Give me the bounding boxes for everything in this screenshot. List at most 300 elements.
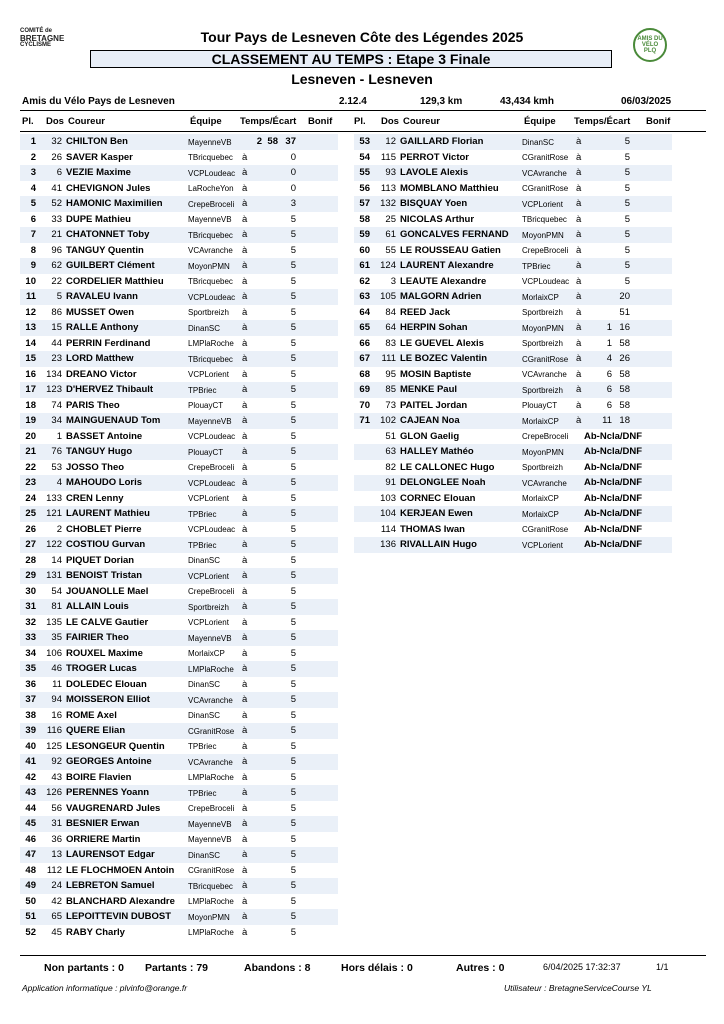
rider-name: BASSET Antoine (66, 430, 143, 442)
status-label: Ab-Ncla/DNF (584, 492, 643, 504)
print-timestamp: 6/04/2025 17:32:37 (543, 962, 621, 972)
team-name: VCPLoudeac (188, 525, 236, 534)
bib-number: 115 (380, 151, 396, 163)
table-row (20, 305, 338, 321)
team-name: VCPLoudeac (522, 277, 570, 286)
rider-name: PERENNES Yoann (66, 787, 150, 798)
time-prefix: à (242, 709, 248, 721)
team-name: MoyonPMN (188, 261, 230, 271)
time-prefix: à (242, 771, 248, 783)
rider-name: BESNIER Erwan (66, 818, 140, 829)
rider-name: PERRIN Ferdinand (66, 337, 151, 349)
rank: 18 (25, 399, 36, 411)
rider-name: ORRIERE Martin (66, 833, 141, 845)
rank: 8 (30, 244, 36, 256)
time-prefix: à (242, 601, 248, 612)
table-row (20, 258, 338, 274)
team-name: TPBriec (188, 509, 217, 519)
route-title: Lesneven - Lesneven (291, 71, 433, 87)
time-prefix: à (242, 926, 248, 938)
rider-name: BLANCHARD Alexandre (66, 895, 175, 907)
table-row (20, 832, 338, 848)
col-header-team: Équipe (190, 116, 222, 127)
table-row (20, 522, 338, 538)
time-seconds: 5 (624, 260, 630, 271)
rider-name: LESONGEUR Quentin (66, 740, 165, 752)
rider-name: MAINGUENAUD Tom (66, 415, 161, 426)
table-row (354, 258, 672, 274)
table-row (20, 460, 338, 476)
table-row (354, 367, 672, 383)
team-name: TBricquebec (188, 230, 233, 240)
bib-number: 121 (46, 508, 62, 519)
time-prefix: à (242, 353, 248, 364)
table-row (20, 444, 338, 460)
rider-name: VEZIE Maxime (66, 167, 131, 178)
time-seconds: 5 (290, 818, 296, 829)
race-distance: 129,3 km (420, 96, 463, 107)
dnf-row (354, 522, 672, 538)
rank: 67 (359, 353, 370, 364)
time-seconds: 5 (290, 694, 296, 705)
rank: 4 (30, 182, 36, 194)
bib-number: 96 (51, 244, 62, 256)
team-name: LMPlaRoche (188, 928, 234, 937)
rank: 47 (25, 849, 36, 860)
team-name: CGranitRose (522, 184, 569, 193)
table-row (20, 289, 338, 305)
table-row (20, 165, 338, 181)
team-name: VCPLoudeac (188, 478, 236, 488)
time-minutes: 6 (606, 368, 612, 380)
bib-number: 126 (46, 787, 62, 798)
table-row (20, 196, 338, 212)
team-name: MoyonPMN (522, 230, 564, 240)
time-seconds: 5 (290, 508, 296, 519)
time-prefix: à (242, 477, 248, 488)
time-seconds: 5 (290, 291, 296, 302)
team-name: TPBriec (188, 540, 217, 550)
rider-name: CREN Lenny (66, 492, 124, 504)
team-name: TPBriec (522, 261, 551, 271)
time-prefix: à (242, 833, 248, 845)
table-row (20, 785, 338, 801)
time-prefix: à (242, 151, 248, 163)
rider-name: MOSIN Baptiste (400, 368, 472, 380)
rider-name: MAHOUDO Loris (66, 477, 142, 488)
table-row (354, 413, 672, 429)
time-prefix: à (242, 384, 248, 395)
rider-name: CHEVIGNON Jules (66, 182, 151, 194)
table-row (354, 320, 672, 336)
team-name: DinanSC (188, 850, 221, 860)
table-row (20, 847, 338, 863)
time-seconds: 5 (290, 647, 296, 659)
team-name: Sportbreizh (522, 463, 563, 472)
team-name: CrepeBroceli (188, 463, 235, 472)
bib-number: 103 (380, 492, 396, 504)
bib-number: 13 (51, 849, 62, 860)
rank: 41 (25, 756, 36, 767)
team-name: CrepeBroceli (188, 199, 235, 209)
time-seconds: 5 (290, 554, 296, 566)
time-prefix: à (242, 616, 248, 628)
col-header-bonif-right: Bonif (646, 116, 671, 127)
rank: 29 (25, 570, 36, 581)
team-name: VCPLoudeac (188, 168, 236, 178)
rank: 70 (359, 399, 370, 411)
time-prefix: à (242, 244, 248, 256)
col-header-rider-right: Coureur (403, 116, 440, 127)
table-row (354, 196, 672, 212)
time-seconds: 5 (290, 895, 296, 907)
rank: 44 (25, 802, 36, 814)
bib-number: 3 (390, 275, 396, 287)
bib-number: 112 (46, 864, 62, 876)
team-name: VCAvranche (188, 695, 233, 705)
time-seconds: 5 (290, 492, 296, 504)
bib-number: 12 (385, 136, 396, 147)
team-name: MayenneVB (188, 215, 232, 224)
team-name: TBricquebec (188, 881, 233, 891)
rank: 26 (25, 523, 36, 535)
bib-number: 114 (380, 523, 396, 535)
rank: 11 (25, 291, 36, 302)
table-row (20, 770, 338, 786)
time-prefix: à (242, 911, 248, 922)
logo-line-2: BRETAGNE (20, 34, 65, 43)
time-prefix: à (242, 787, 248, 798)
time-seconds: 5 (290, 306, 296, 318)
header-rule-bottom (20, 131, 706, 132)
time-seconds: 5 (624, 275, 630, 287)
time-seconds: 5 (624, 136, 630, 147)
table-row (20, 336, 338, 352)
table-row (20, 351, 338, 367)
bib-number: 111 (381, 353, 396, 364)
rider-name: LAURENSOT Edgar (66, 849, 155, 860)
rank: 50 (25, 895, 36, 907)
time-prefix: à (576, 229, 582, 240)
rider-name: PIQUET Dorian (66, 554, 135, 566)
rank: 63 (359, 291, 370, 302)
bib-number: 33 (51, 213, 62, 225)
rider-name: LE BOZEC Valentin (400, 353, 488, 364)
team-name: PlouayCT (188, 401, 224, 410)
col-header-dos-right: Dos (381, 116, 399, 127)
time-seconds: 5 (290, 461, 296, 473)
col-header-pl-right: Pl. (354, 116, 366, 127)
rider-name: LORD Matthew (66, 353, 134, 364)
time-seconds: 5 (290, 616, 296, 628)
bib-number: 76 (51, 446, 62, 457)
time-seconds: 0 (290, 151, 296, 163)
time-seconds: 5 (290, 926, 296, 938)
team-name: VCPLorient (188, 571, 229, 581)
race-date: 06/03/2025 (621, 96, 672, 107)
bib-number: 133 (46, 492, 62, 504)
rider-name: ALLAIN Louis (66, 601, 129, 612)
team-name: TBricquebec (522, 215, 567, 224)
table-row (20, 816, 338, 832)
time-prefix: à (242, 756, 248, 767)
time-seconds: 5 (290, 880, 296, 891)
rider-name: PERROT Victor (400, 151, 469, 163)
rider-name: COSTIOU Gurvan (66, 539, 146, 550)
time-seconds: 0 (290, 167, 296, 178)
table-row (20, 491, 338, 507)
rank: 69 (359, 384, 370, 395)
dnf-row (354, 444, 672, 460)
time-prefix: à (242, 229, 248, 240)
bib-number: 35 (51, 632, 62, 643)
time-prefix: à (576, 306, 582, 318)
time-prefix: à (242, 260, 248, 271)
table-row (20, 274, 338, 290)
page-title: Tour Pays de Lesneven Côte des Légendes 2025 (200, 29, 524, 45)
time-prefix: à (242, 461, 248, 473)
team-name: LMPlaRoche (188, 664, 234, 674)
time-seconds: 5 (290, 709, 296, 721)
rank: 51 (25, 911, 36, 922)
time-seconds: 5 (290, 477, 296, 488)
time-hours: 2 (256, 136, 262, 147)
bib-number: 22 (51, 275, 62, 287)
table-row (20, 413, 338, 429)
table-row (20, 661, 338, 677)
time-prefix: à (576, 260, 582, 271)
status-label: Ab-Ncla/DNF (584, 477, 643, 488)
rank: 62 (359, 275, 370, 287)
time-seconds: 5 (290, 415, 296, 426)
table-row (20, 537, 338, 553)
rider-name: LE FLOCHMOEN Antoin (66, 864, 175, 876)
time-seconds: 5 (290, 539, 296, 550)
time-prefix: à (242, 508, 248, 519)
time-minutes: 6 (606, 384, 612, 395)
time-seconds: 3 (290, 198, 296, 209)
logo-line-1: COMITÉ de (20, 28, 53, 34)
time-seconds: 5 (290, 740, 296, 752)
col-header-team-right: Équipe (524, 116, 556, 127)
table-row (20, 475, 338, 491)
time-seconds: 5 (290, 787, 296, 798)
bib-number: 53 (51, 461, 62, 473)
table-row (20, 367, 338, 383)
time-prefix: à (576, 322, 582, 333)
table-row (354, 382, 672, 398)
table-row (20, 506, 338, 522)
table-row (20, 894, 338, 910)
time-prefix: à (242, 570, 248, 581)
time-minutes: 6 (606, 399, 612, 411)
table-row (354, 181, 672, 197)
team-name: VCPLorient (522, 199, 563, 209)
logo-line-3: CYCLISME (20, 42, 52, 48)
time-prefix: à (242, 291, 248, 302)
bib-number: 122 (46, 539, 62, 550)
time-prefix: à (242, 430, 248, 442)
time-prefix: à (576, 213, 582, 225)
time-seconds: 58 (619, 399, 630, 411)
time-prefix: à (242, 415, 248, 426)
rider-name: HALLEY Mathéo (400, 446, 474, 457)
table-row (354, 398, 672, 414)
table-row (20, 692, 338, 708)
rank: 71 (359, 415, 370, 426)
team-name: VCAvranche (522, 370, 567, 379)
time-minutes: 11 (602, 415, 612, 426)
time-prefix: à (576, 136, 582, 147)
rank: 27 (25, 539, 36, 550)
bib-number: 15 (51, 322, 62, 333)
rank: 21 (25, 446, 36, 457)
team-name: LMPlaRoche (188, 339, 234, 348)
time-seconds: 5 (290, 756, 296, 767)
rank: 16 (25, 368, 36, 380)
team-name: TBricquebec (188, 277, 233, 286)
table-row (354, 165, 672, 181)
team-name: DinanSC (188, 323, 221, 333)
team-name: DinanSC (188, 680, 221, 689)
time-prefix: à (242, 167, 248, 178)
table-row (20, 320, 338, 336)
team-name: VCAvranche (522, 478, 567, 488)
rank: 35 (25, 663, 36, 674)
rider-name: BENOIST Tristan (66, 570, 143, 581)
rider-name: ROME Axel (66, 709, 117, 721)
time-seconds: 5 (290, 833, 296, 845)
rider-name: CORNEC Elouan (400, 492, 476, 504)
time-prefix: à (576, 244, 582, 256)
rider-name: LAURENT Alexandre (400, 260, 494, 271)
team-name: CrepeBroceli (188, 587, 235, 596)
bib-number: 45 (51, 926, 62, 938)
team-name: VCPLoudeac (188, 292, 236, 302)
time-prefix: à (242, 818, 248, 829)
bib-number: 54 (51, 585, 62, 597)
classification-title: CLASSEMENT AU TEMPS : Etape 3 Finale (90, 50, 612, 68)
bib-number: 74 (51, 399, 62, 411)
time-minutes: 1 (606, 337, 612, 349)
rider-name: LE CALLONEC Hugo (400, 461, 495, 473)
time-prefix: à (242, 399, 248, 411)
bib-number: 41 (51, 182, 62, 194)
time-seconds: 5 (290, 849, 296, 860)
time-prefix: à (576, 415, 582, 426)
table-row (354, 227, 672, 243)
bib-number: 63 (385, 446, 396, 457)
bib-number: 106 (46, 647, 62, 659)
time-seconds: 5 (624, 244, 630, 256)
abandons: Abandons : 8 (244, 962, 311, 974)
time-prefix: à (576, 167, 582, 178)
rider-name: CHATONNET Toby (66, 229, 150, 240)
team-name: TPBriec (188, 788, 217, 798)
time-seconds: 5 (290, 601, 296, 612)
rider-name: CHILTON Ben (66, 136, 128, 147)
team-name: MorlaixCP (522, 509, 559, 519)
bib-number: 93 (385, 167, 396, 178)
rank: 28 (25, 554, 36, 566)
rider-name: RABY Charly (66, 926, 125, 938)
time-seconds: 58 (619, 337, 630, 349)
time-prefix: à (242, 306, 248, 318)
time-seconds: 5 (290, 399, 296, 411)
time-minutes: 4 (606, 353, 612, 364)
others: Autres : 0 (456, 962, 505, 974)
starters: Partants : 79 (145, 962, 209, 974)
rank: 20 (25, 430, 36, 442)
bib-number: 44 (51, 337, 62, 349)
time-prefix: à (576, 182, 582, 194)
rank: 12 (25, 306, 36, 318)
bib-number: 2 (56, 523, 62, 535)
table-row (20, 584, 338, 600)
bib-number: 81 (51, 601, 62, 612)
bib-number: 125 (46, 740, 62, 752)
time-prefix: à (576, 275, 582, 287)
rider-name: LE CALVE Gautier (66, 616, 149, 628)
table-row (354, 305, 672, 321)
rank: 37 (25, 694, 36, 705)
status-label: Ab-Ncla/DNF (584, 430, 643, 442)
time-seconds: 5 (290, 322, 296, 333)
bib-number: 36 (51, 833, 62, 845)
table-row (20, 646, 338, 662)
bib-number: 85 (385, 384, 396, 395)
team-name: MayenneVB (188, 137, 232, 147)
bib-number: 25 (385, 213, 396, 225)
team-name: VCAvranche (522, 168, 567, 178)
bib-number: 95 (385, 368, 396, 380)
rank: 32 (25, 616, 36, 628)
bib-number: 64 (385, 322, 396, 333)
footer-rule (20, 955, 706, 956)
club-logo-text: AMIS DU VÉLO PLQ (637, 36, 663, 54)
time-seconds: 5 (290, 275, 296, 287)
time-seconds: 5 (290, 213, 296, 225)
table-row (20, 398, 338, 414)
rider-name: RAVALEU Ivann (66, 291, 138, 302)
table-row (20, 739, 338, 755)
bib-number: 52 (51, 198, 62, 209)
time-prefix: à (576, 337, 582, 349)
time-prefix: à (242, 492, 248, 504)
bib-number: 84 (385, 306, 396, 318)
rider-name: MOISSERON Elliot (66, 694, 150, 705)
rank: 10 (25, 275, 36, 287)
bib-number: 5 (56, 291, 62, 302)
rider-name: HERPIN Sohan (400, 322, 468, 333)
rank: 48 (25, 864, 36, 876)
bib-number: 51 (385, 430, 396, 442)
table-row (354, 274, 672, 290)
rider-name: MALGORN Adrien (400, 291, 482, 302)
table-row (20, 382, 338, 398)
table-row (20, 630, 338, 646)
table-row (20, 723, 338, 739)
table-row (354, 243, 672, 259)
rank: 54 (359, 151, 370, 163)
team-name: VCPLorient (522, 540, 563, 550)
rider-name: DREANO Victor (66, 368, 137, 380)
time-minutes: 1 (606, 322, 612, 333)
dnf-row (354, 537, 672, 553)
table-row (20, 181, 338, 197)
rank: 46 (25, 833, 36, 845)
team-name: DinanSC (188, 556, 221, 565)
